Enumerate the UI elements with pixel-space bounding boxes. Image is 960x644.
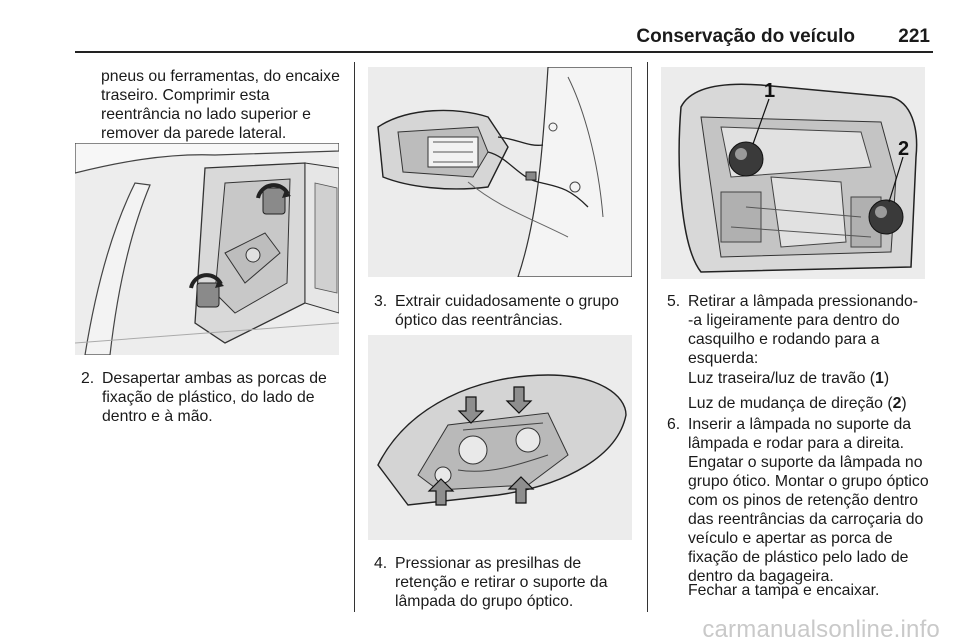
text-line: retenção e retirar o suporte da — [395, 574, 608, 591]
text-line: fixação de plástico pelo lado de — [688, 549, 909, 566]
text-line: pneus ou ferramentas, do encaixe — [101, 68, 340, 85]
step-text — [688, 292, 918, 368]
step-4 — [374, 554, 644, 614]
step-6 — [667, 415, 942, 587]
text-line: Engatar o suporte da lâmpada no — [688, 454, 923, 471]
closing-instruction: Fechar a tampa e encaixar. — [688, 582, 880, 599]
intro-paragraph — [101, 67, 340, 143]
text-line: dentro e à mão. — [102, 408, 213, 425]
text-line: reentrância no lado superior e — [101, 106, 311, 123]
header-rule — [75, 51, 933, 53]
text-line: óptico das reentrâncias. — [395, 312, 563, 329]
text-line: Retirar a lâmpada pressionando- — [688, 293, 919, 310]
step-text — [395, 554, 608, 611]
column-divider-1 — [354, 62, 355, 612]
text-line: traseiro. Comprimir esta — [101, 87, 270, 104]
step-2 — [81, 369, 351, 429]
lamp-ref-close: ) — [883, 370, 890, 387]
callout-1: 1 — [764, 80, 776, 102]
watermark: carmanualsonline.info — [702, 616, 940, 643]
text-line: lâmpada e rodar para a direita. — [688, 435, 905, 452]
text-line: Extrair cuidadosamente o grupo — [395, 293, 619, 310]
step-number: 4. — [374, 555, 388, 572]
trunk-panel-illustration — [75, 143, 339, 355]
text-line: fixação de plástico, do lado de — [102, 389, 315, 406]
figure-tail-light-removal — [368, 67, 632, 277]
text-line: remover da parede lateral. — [101, 125, 287, 142]
text-line: Desapertar ambas as porcas de — [102, 370, 327, 387]
text-line: com os pinos de retenção dentro — [688, 492, 919, 509]
text-line: Inserir a lâmpada no suporte da — [688, 416, 912, 433]
lamp-holder-clips-illustration — [368, 335, 632, 540]
text-line: lâmpada do grupo óptico. — [395, 593, 574, 610]
tail-light-removal-illustration — [368, 67, 632, 277]
step-number: 2. — [81, 370, 95, 387]
text-line: grupo ótico. Montar o grupo óptico — [688, 473, 929, 490]
lamp-ref-close: ) — [901, 395, 907, 412]
lamp-ref: 2 — [892, 395, 902, 412]
step-number: 6. — [667, 416, 681, 433]
lamp-label: Luz de mudança de direção ( — [688, 395, 893, 412]
figure-bulb-positions — [661, 67, 925, 279]
text-line: esquerda: — [688, 350, 759, 367]
text-line: -a ligeiramente para dentro do — [688, 312, 900, 329]
figure-lamp-holder-clips — [368, 335, 632, 540]
step-5 — [667, 292, 937, 370]
step-text — [688, 415, 929, 586]
text-line: veículo e apertar as porca de — [688, 530, 893, 547]
text-line: dentro da bagageira. — [688, 568, 834, 585]
text-line: das reentrâncias da carroçaria do — [688, 511, 924, 528]
step-3 — [374, 292, 644, 332]
lamp-label: Luz traseira/luz de travão ( — [688, 370, 876, 387]
text-line: Pressionar as presilhas de — [395, 555, 582, 572]
lamp-tail-brake — [688, 369, 889, 388]
section-title: Conservação do veículo — [636, 26, 855, 47]
lamp-ref: 1 — [875, 370, 884, 387]
column-divider-2 — [647, 62, 648, 612]
page-number: 221 — [898, 26, 930, 47]
lamp-turn-signal — [688, 394, 907, 413]
step-text — [102, 369, 327, 426]
step-text — [395, 292, 619, 330]
text-line: casquilho e rodando para a — [688, 331, 880, 348]
step-number: 5. — [667, 293, 681, 310]
step-number: 3. — [374, 293, 388, 310]
callout-2: 2 — [898, 138, 910, 160]
figure-trunk-side-panel — [75, 143, 339, 355]
bulb-positions-illustration — [661, 67, 925, 279]
